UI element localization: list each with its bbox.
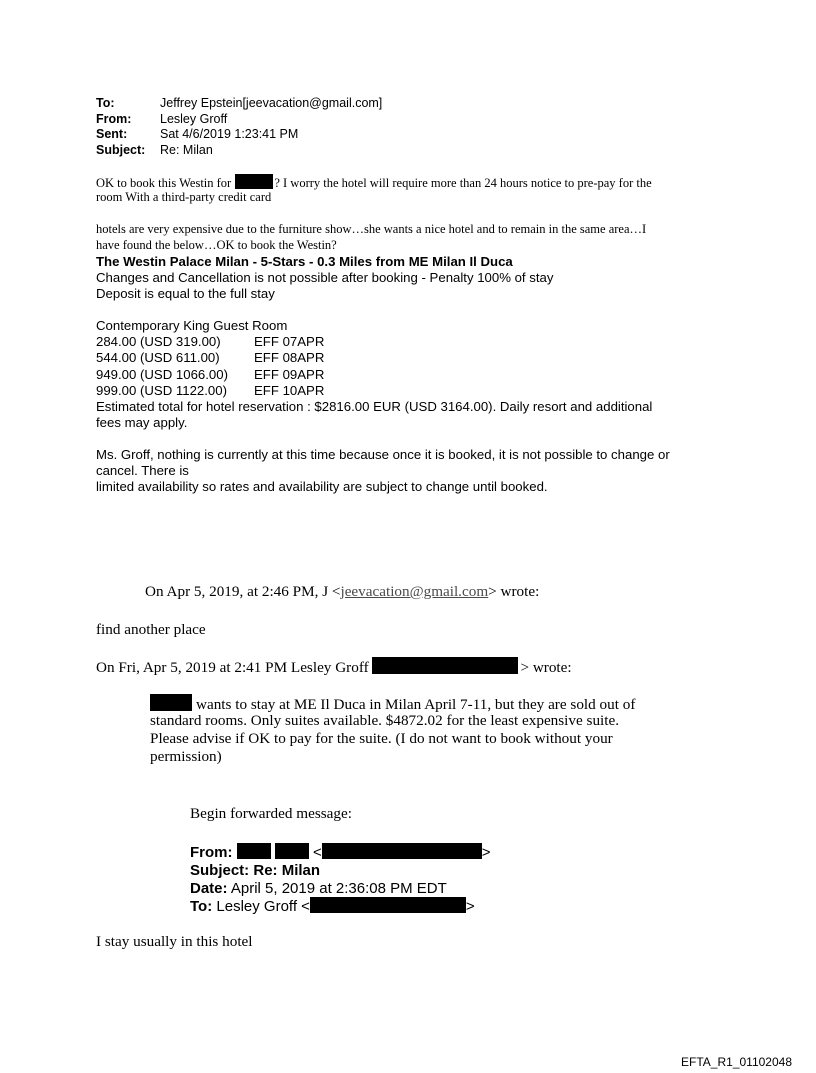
quote-text-1: wants to stay at ME Il Duca in Milan April 7-11, but they are sold out of bbox=[196, 696, 636, 713]
paragraph-2-line-2: have found the below…OK to book the Westin? bbox=[96, 238, 337, 252]
rate-amount: 284.00 (USD 319.00) bbox=[96, 334, 221, 349]
policy-line-1: Changes and Cancellation is not possible after booking - Penalty 100% of stay bbox=[96, 270, 554, 285]
reply-2-prefix: On Fri, Apr 5, 2019 at 2:41 PM Lesley Groff bbox=[96, 659, 369, 676]
fwd-from-label: From: bbox=[190, 844, 233, 861]
sent-label: Sent: bbox=[96, 127, 128, 142]
quote-line-3: Please advise if OK to pay for the suite. (I do not want to book without your bbox=[150, 730, 613, 747]
note-line-3: limited availability so rates and availability are subject to change until booked. bbox=[96, 479, 548, 494]
forward-intro: Begin forwarded message: bbox=[190, 805, 352, 822]
redaction-box bbox=[237, 843, 271, 859]
email-link[interactable]: jeevacation@gmail.com bbox=[340, 583, 489, 600]
fwd-subject-row bbox=[190, 862, 491, 880]
angle-close: > bbox=[481, 844, 491, 861]
redaction-box bbox=[372, 657, 518, 674]
angle-close: > bbox=[465, 898, 475, 916]
rate-row bbox=[96, 383, 324, 399]
rate-amount: 999.00 (USD 1122.00) bbox=[96, 382, 227, 398]
rate-row bbox=[96, 350, 324, 366]
paragraph-1-line-2: room With a third-party credit card bbox=[96, 190, 272, 204]
final-line: I stay usually in this hotel bbox=[96, 933, 253, 950]
p1-text-a: OK to book this Westin for bbox=[96, 176, 232, 190]
note-line-1: Ms. Groff, nothing is currently at this time because once it is booked, it is not possible to change or bbox=[96, 447, 670, 462]
estimate-line-1: Estimated total for hotel reservation : $2816.00 EUR (USD 3164.00). Daily resort and additional bbox=[96, 399, 653, 414]
paragraph-2-line-1: hotels are very expensive due to the furniture show…she wants a nice hotel and to remain in the same area…I bbox=[96, 222, 647, 236]
rate-row bbox=[96, 334, 324, 350]
to-value: Jeffrey Epstein[jeevacation@gmail.com] bbox=[160, 96, 383, 110]
from-value: Lesley Groff bbox=[160, 111, 228, 126]
fwd-subject-label: Subject: bbox=[190, 861, 250, 879]
redaction-box bbox=[150, 694, 192, 711]
rate-eff: EFF 09APR bbox=[254, 366, 325, 382]
fwd-date-label: Date: bbox=[190, 879, 228, 897]
fwd-date-value: April 5, 2019 at 2:36:08 PM EDT bbox=[230, 879, 447, 897]
reply-1-prefix: On Apr 5, 2019, at 2:46 PM, J < bbox=[145, 583, 341, 600]
quote-line-2: standard rooms. Only suites available. $4872.02 for the least expensive suite. bbox=[150, 712, 620, 729]
p1-text-b: ? I worry the hotel will require more than 24 hours notice to pre-pay for the bbox=[274, 176, 652, 190]
fwd-to-label: To: bbox=[190, 898, 213, 916]
subject-label: Subject: bbox=[96, 142, 146, 157]
rate-row bbox=[96, 367, 324, 383]
from-label: From: bbox=[96, 111, 132, 126]
redaction-box bbox=[310, 897, 466, 913]
reply-2-suffix: > wrote: bbox=[520, 659, 572, 676]
room-type: Contemporary King Guest Room bbox=[96, 318, 288, 333]
redaction-box bbox=[235, 174, 273, 189]
reply-1-suffix: > wrote: bbox=[488, 583, 540, 600]
quote-line-1 bbox=[150, 694, 635, 714]
fwd-to-value: Lesley Groff < bbox=[216, 898, 310, 916]
estimate-line-2: fees may apply. bbox=[96, 415, 188, 430]
quote-line-4: permission) bbox=[150, 748, 222, 765]
fwd-to-row bbox=[190, 897, 491, 916]
hotel-title: The Westin Palace Milan - 5-Stars - 0.3 Miles from ME Milan Il Duca bbox=[96, 254, 513, 269]
redaction-box bbox=[322, 843, 482, 859]
note-line-2: cancel. There is bbox=[96, 463, 189, 478]
subject-value: Re: Milan bbox=[160, 142, 213, 157]
fwd-date-row bbox=[190, 880, 491, 898]
angle-open: < bbox=[313, 844, 322, 861]
sent-value: Sat 4/6/2019 1:23:41 PM bbox=[160, 127, 299, 142]
policy-line-2: Deposit is equal to the full stay bbox=[96, 286, 275, 301]
rate-amount: 949.00 (USD 1066.00) bbox=[96, 366, 228, 382]
fwd-subject-value: Re: Milan bbox=[253, 861, 321, 879]
email-header bbox=[96, 96, 382, 158]
reply-1-attribution bbox=[145, 583, 539, 601]
forwarded-header bbox=[190, 843, 491, 916]
fwd-from-row bbox=[190, 843, 491, 862]
paragraph-1-line-1 bbox=[96, 174, 652, 192]
rate-list bbox=[96, 334, 324, 399]
to-label: To: bbox=[96, 96, 115, 110]
rate-eff: EFF 10APR bbox=[254, 382, 325, 398]
reply-2-attribution bbox=[96, 657, 572, 677]
redaction-box bbox=[275, 843, 309, 859]
rate-eff: EFF 07APR bbox=[254, 334, 325, 349]
document-id: EFTA_R1_01102048 bbox=[681, 1055, 792, 1069]
reply-1-body: find another place bbox=[96, 621, 206, 638]
rate-amount: 544.00 (USD 611.00) bbox=[96, 350, 220, 366]
rate-eff: EFF 08APR bbox=[254, 350, 325, 366]
